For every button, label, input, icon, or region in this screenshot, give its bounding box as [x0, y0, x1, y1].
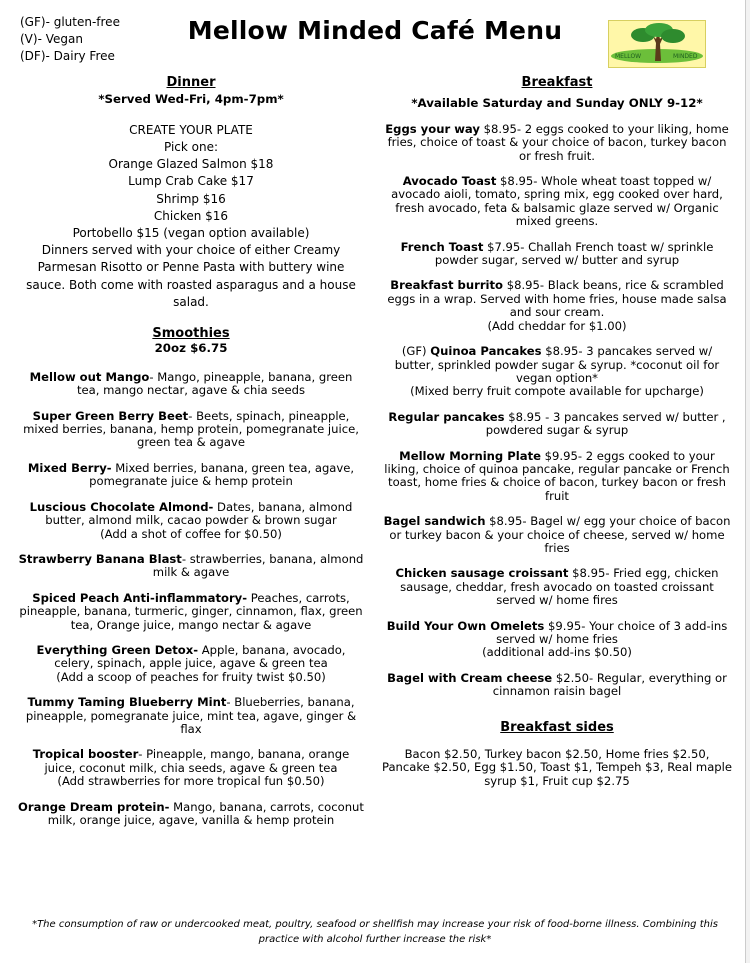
- dinner-served: *Served Wed-Fri, 4pm-7pm*: [98, 92, 284, 107]
- breakfast-item: [381, 123, 733, 163]
- right-column: [381, 76, 733, 788]
- diet-tag: (GF): [401, 344, 431, 359]
- breakfast-desc: $8.95- Bagel w/ egg your choice of bacon or turkey bacon & your choice of cheese, served w/ home fries: [389, 514, 731, 555]
- breakfast-desc: $7.95- Challah French toast w/ sprinkle powder sugar, served w/ butter and syrup: [434, 239, 714, 268]
- smoothie-desc: Mango, banana, carrots, coconut milk, orange juice, agave, vanilla & hemp protein: [47, 799, 364, 828]
- smoothie-name: Tummy Taming Blueberry Mint: [27, 695, 227, 710]
- legend-df: (DF)- Dairy Free: [20, 49, 115, 63]
- breakfast-name: Build Your Own Omelets: [386, 618, 545, 633]
- dinner-option: Orange Glazed Salmon $18: [108, 157, 274, 172]
- breakfast-name: Regular pancakes: [388, 409, 505, 424]
- dinner-option: Lump Crab Cake $17: [128, 174, 254, 189]
- legend-gf: (GF)- gluten-free: [20, 15, 120, 29]
- smoothie-item: [18, 501, 364, 541]
- sides-heading: Breakfast sides: [500, 719, 614, 735]
- smoothie-note: (Add a shot of coffee for $0.50): [100, 526, 282, 541]
- breakfast-name: French Toast: [400, 239, 484, 254]
- breakfast-name: Avocado Toast: [402, 174, 497, 189]
- breakfast-note: (additional add-ins $0.50): [482, 645, 632, 660]
- breakfast-desc: $8.95- Fried egg, chicken sausage, cheddar, fresh avocado on toasted croissant served w/ home fires: [400, 566, 719, 608]
- smoothie-desc: Mixed berries, banana, green tea, agave, pomegranate juice & hemp protein: [89, 460, 355, 489]
- breakfast-item: [381, 620, 733, 660]
- cafe-logo: [608, 20, 706, 68]
- smoothie-name: Orange Dream protein-: [18, 799, 170, 814]
- food-safety-disclaimer: *The consumption of raw or undercooked meat, poultry, seafood or shellfish may increase your risk of food-borne illness. Combining this practice with alcohol further increase the risk*: [32, 919, 718, 945]
- breakfast-name: Bagel with Cream cheese: [387, 670, 553, 685]
- smoothie-name: Mixed Berry-: [27, 460, 112, 475]
- breakfast-item: [381, 175, 733, 229]
- logo-text-left: MELLOW: [615, 53, 642, 60]
- smoothie-name: Tropical booster: [32, 747, 139, 762]
- dinner-description: Dinners served with your choice of either Creamy Parmesan Risotto or Penne Pasta with buttery wine sauce. Both come with roasted asparagus and a house salad.: [26, 243, 356, 309]
- smoothie-note: (Add strawberries for more tropical fun $0.50): [57, 774, 325, 789]
- breakfast-desc: $9.95- Your choice of 3 add-ins served w/ home fries: [496, 618, 728, 646]
- dinner-plate: [18, 122, 364, 311]
- breakfast-desc: $8.95- 2 eggs cooked to your liking, home fries, choice of toast & your choice of bacon, turkey bacon or fresh fruit.: [387, 121, 729, 163]
- smoothie-desc: - Beets, spinach, pineapple, mixed berries, banana, hemp protein, pomegranate juice, green tea & agave: [23, 408, 359, 450]
- breakfast-item: [381, 411, 733, 438]
- smoothie-desc: - strawberries, banana, almond milk & agave: [152, 551, 364, 580]
- breakfast-name: Quinoa Pancakes: [430, 344, 542, 359]
- breakfast-item: [381, 567, 733, 607]
- smoothie-item: [18, 553, 364, 580]
- breakfast-note: (Mixed berry fruit compote available for upcharge): [410, 384, 704, 399]
- smoothie-item: [18, 696, 364, 736]
- smoothie-item: [18, 801, 364, 828]
- smoothie-desc: - Blueberries, banana, pineapple, pomegranate juice, mint tea, agave, ginger & flax: [25, 695, 357, 736]
- smoothie-name: Strawberry Banana Blast: [18, 551, 182, 566]
- breakfast-desc: $2.50- Regular, everything or cinnamon raisin bagel: [492, 670, 727, 699]
- smoothie-desc: - Pineapple, mango, banana, orange juice, coconut milk, chia seeds, agave & green tea: [44, 747, 350, 775]
- smoothie-item: [18, 748, 364, 788]
- breakfast-name: Chicken sausage croissant: [395, 566, 569, 581]
- breakfast-item: [381, 279, 733, 333]
- breakfast-name: Eggs your way: [385, 121, 480, 136]
- breakfast-note: (Add cheddar for $1.00): [487, 318, 627, 333]
- legend-v: (V)- Vegan: [20, 32, 83, 46]
- smoothies-heading: Smoothies: [152, 326, 230, 342]
- breakfast-desc: $8.95 - 3 pancakes served w/ butter , powdered sugar & syrup: [485, 409, 726, 438]
- smoothie-name: Spiced Peach Anti-inflammatory-: [32, 590, 248, 605]
- dinner-option: Shrimp $16: [156, 191, 226, 206]
- dinner-option: Chicken $16: [153, 208, 229, 223]
- breakfast-name: Bagel sandwich: [383, 514, 486, 529]
- smoothie-item: [18, 644, 364, 684]
- breakfast-available: *Available Saturday and Sunday ONLY 9-12*: [411, 96, 703, 111]
- smoothie-desc: - Mango, pineapple, banana, green tea, mango nectar, agave & chia seeds: [76, 369, 353, 398]
- breakfast-item: [381, 241, 733, 268]
- smoothie-list: [18, 371, 364, 828]
- breakfast-item: [381, 345, 733, 399]
- tree-logo-icon: [609, 21, 705, 67]
- breakfast-name: Breakfast burrito: [390, 278, 504, 293]
- breakfast-item: [381, 450, 733, 504]
- pick-one-label: Pick one:: [163, 140, 219, 155]
- breakfast-name: Mellow Morning Plate: [399, 448, 541, 463]
- smoothie-item: [18, 462, 364, 489]
- smoothie-item: [18, 410, 364, 450]
- create-plate-label: CREATE YOUR PLATE: [129, 122, 253, 137]
- breakfast-heading: Breakfast: [521, 75, 593, 90]
- smoothie-desc: Dates, banana, almond butter, almond milk, cacao powder & brown sugar: [45, 499, 353, 528]
- smoothie-note: (Add a scoop of peaches for fruity twist $0.50): [56, 669, 326, 684]
- menu-title: Mellow Minded Café Menu: [187, 16, 563, 45]
- smoothie-name: Mellow out Mango: [29, 369, 150, 384]
- left-column: [18, 76, 364, 827]
- sides-text: Bacon $2.50, Turkey bacon $2.50, Home fries $2.50, Pancake $2.50, Egg $1.50, Toast $1, Tempeh $3, Real maple syrup $1, Fruit cup $2.75: [381, 747, 733, 788]
- smoothie-item: [18, 371, 364, 398]
- breakfast-list: [381, 123, 733, 699]
- dinner-option: Portobello $15 (vegan option available): [72, 226, 310, 241]
- smoothie-item: [18, 592, 364, 632]
- smoothie-desc: Apple, banana, avocado, celery, spinach, apple juice, agave & green tea: [54, 642, 346, 671]
- breakfast-item: [381, 672, 733, 699]
- breakfast-item: [381, 515, 733, 555]
- smoothie-desc: Peaches, carrots, pineapple, banana, turmeric, ginger, cinnamon, flax, green tea, Orange juice, mango nectar & agave: [19, 590, 363, 632]
- smoothies-price: 20oz $6.75: [154, 341, 228, 356]
- logo-text-right: MINDED: [673, 53, 698, 60]
- dinner-heading: Dinner: [166, 75, 216, 90]
- smoothie-name: Super Green Berry Beet: [32, 408, 189, 423]
- breakfast-desc: $8.95- Black beans, rice & scrambled eggs in a wrap. Served with home fries, house made salsa and sour cream.: [387, 278, 727, 320]
- breakfast-desc: $9.95- 2 eggs cooked to your liking, choice of quinoa pancake, regular pancake or French toast, home fries & choice of bacon, turkey bacon or fresh fruit: [384, 448, 730, 503]
- breakfast-desc: $8.95- 3 pancakes served w/ butter, sprinkled powder sugar & syrup. *coconut oil for vegan option*: [394, 344, 720, 385]
- smoothie-name: Luscious Chocolate Almond-: [29, 499, 214, 514]
- smoothie-name: Everything Green Detox-: [36, 642, 199, 657]
- breakfast-desc: $8.95- Whole wheat toast topped w/ avocado aioli, tomato, spring mix, egg cooked over hard, fresh avocado, feta & balsamic glaze served w/ Organic mixed greens.: [391, 174, 723, 229]
